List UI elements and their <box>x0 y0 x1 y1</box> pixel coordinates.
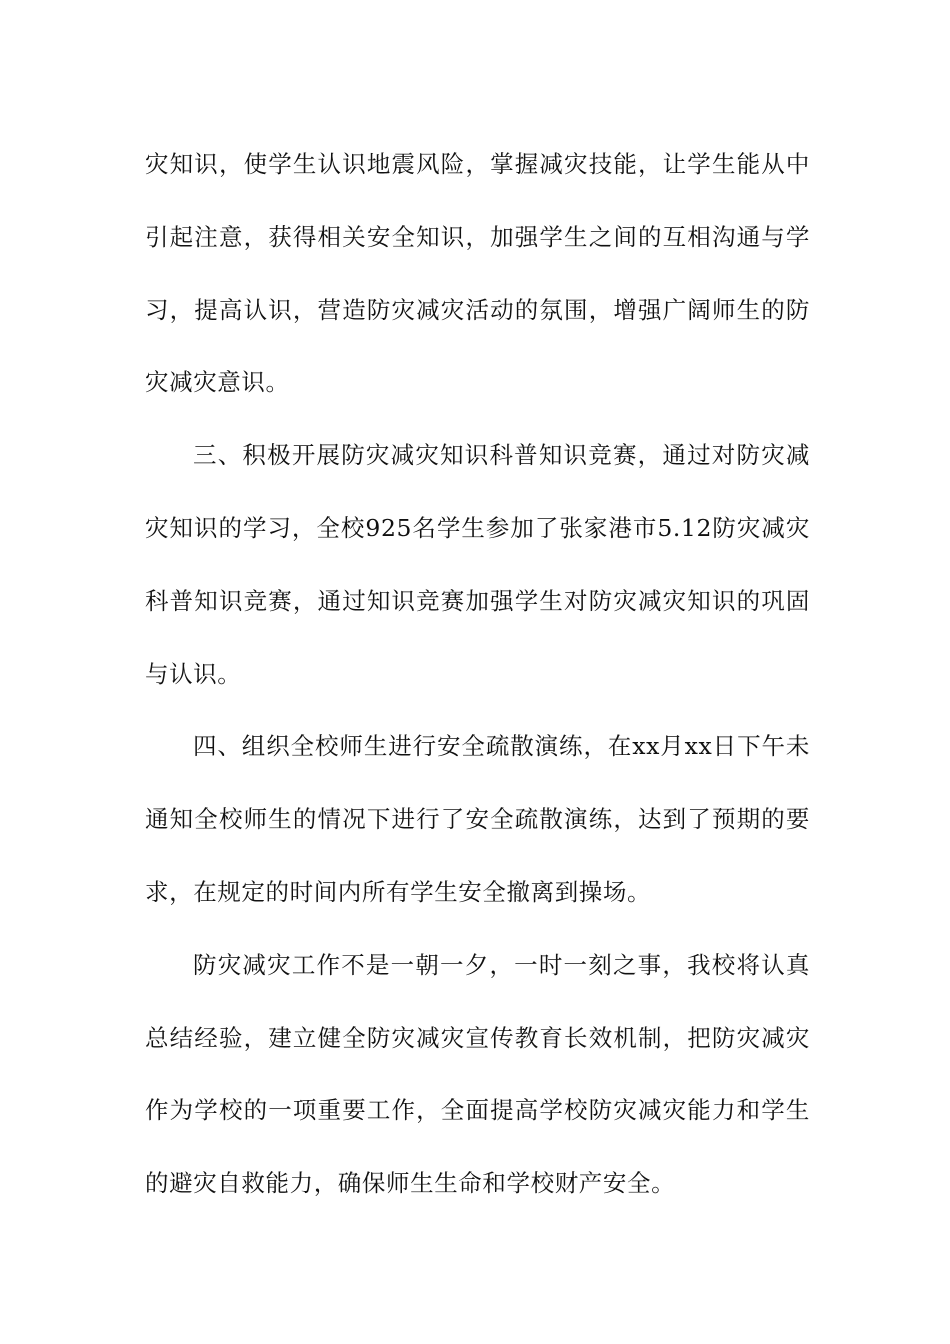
paragraph-knowledge-competition: 三、积极开展防灾减灾知识科普知识竞赛，通过对防灾减灾知识的学习，全校925名学生参加了张家港市5.12防灾减灾科普知识竞赛，通过知识竞赛加强学生对防灾减灾知识的巩固与认识。 <box>145 441 810 688</box>
paragraph-conclusion: 防灾减灾工作不是一朝一夕，一时一刻之事，我校将认真总结经验，建立健全防灾减灾宣传教育长效机制，把防灾减灾作为学校的一项重要工作，全面提高学校防灾减灾能力和学生的避灾自救能力，确保师生生命和学校财产安全。 <box>145 950 810 1198</box>
paragraph-evacuation-drill: 四、组织全校师生进行安全疏散演练，在xx月xx日下午未通知全校师生的情况下进行了安全疏散演练，达到了预期的要求，在规定的时间内所有学生安全撤离到操场。 <box>145 732 810 906</box>
paragraph-continuation: 灾知识，使学生认识地震风险，掌握减灾技能，让学生能从中引起注意，获得相关安全知识，加强学生之间的互相沟通与学习，提高认识，营造防灾减灾活动的氛围，增强广阔师生的防灾减灾意识。 <box>145 150 810 397</box>
body-text <box>145 128 810 1220</box>
